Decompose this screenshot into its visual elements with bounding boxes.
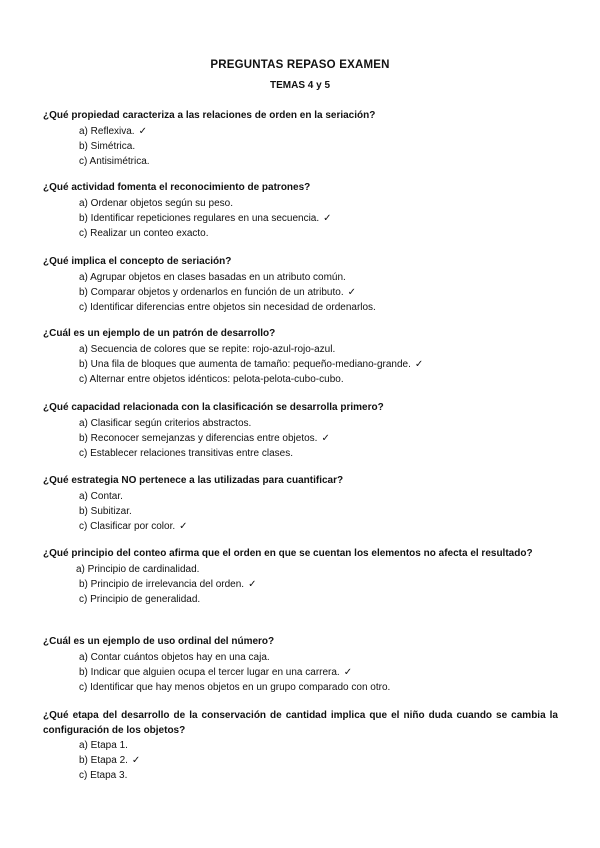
- question-7: [43, 547, 558, 607]
- check-icon: ✓: [138, 125, 147, 137]
- option-a: a) Reflexiva. ✓: [79, 125, 147, 137]
- option-a: a) Agrupar objetos en clases basadas en un atributo común.: [79, 271, 346, 283]
- option-b: b) Identificar repeticiones regulares en una secuencia. ✓: [79, 212, 332, 224]
- question-3: [43, 255, 558, 315]
- question-text: ¿Cuál es un ejemplo de un patrón de desarrollo?: [43, 328, 276, 339]
- option-b: b) Etapa 2. ✓: [79, 755, 141, 766]
- option-b: b) Subitizar.: [79, 505, 132, 517]
- option-b: b) Indicar que alguien ocupa el tercer lugar en una carrera. ✓: [79, 666, 353, 678]
- question-text: ¿Qué propiedad caracteriza a las relaciones de orden en la seriación?: [43, 110, 376, 121]
- check-icon: ✓: [248, 578, 257, 590]
- question-text: ¿Cuál es un ejemplo de uso ordinal del número?: [43, 636, 275, 647]
- question-1: [43, 109, 558, 169]
- option-b: b) Simétrica.: [79, 140, 136, 152]
- question-2: [43, 181, 558, 241]
- option-c: c) Identificar que hay menos objetos en un grupo comparado con otro.: [79, 681, 391, 693]
- question-text: ¿Qué estrategia NO pertenece a las utilizadas para cuantificar?: [43, 475, 344, 486]
- question-6: [43, 474, 558, 534]
- question-text: ¿Qué actividad fomenta el reconocimiento de patrones?: [43, 182, 311, 193]
- option-a: a) Etapa 1.: [79, 740, 128, 751]
- option-a: a) Ordenar objetos según su peso.: [79, 197, 233, 209]
- option-c: c) Principio de generalidad.: [79, 593, 201, 605]
- option-a: a) Clasificar según criterios abstractos.: [79, 417, 252, 429]
- option-b: b) Una fila de bloques que aumenta de tamaño: pequeño-mediano-grande. ✓: [79, 358, 424, 370]
- check-icon: ✓: [323, 212, 332, 224]
- check-icon: ✓: [343, 666, 353, 678]
- question-text: ¿Qué capacidad relacionada con la clasificación se desarrolla primero?: [43, 402, 384, 413]
- option-a: a) Secuencia de colores que se repite: rojo-azul-rojo-azul.: [79, 343, 336, 355]
- option-a: a) Contar.: [79, 490, 123, 502]
- page-subtitle: TEMAS 4 y 5: [269, 80, 331, 91]
- question-5: [43, 401, 558, 461]
- option-b: b) Reconocer semejanzas y diferencias entre objetos. ✓: [79, 432, 330, 444]
- check-icon: ✓: [321, 432, 330, 444]
- option-c: c) Identificar diferencias entre objetos sin necesidad de ordenarlos.: [79, 301, 376, 313]
- page-title: PREGUNTAS REPASO EXAMEN: [210, 59, 390, 71]
- question-8: [43, 635, 558, 695]
- question-text: ¿Qué implica el concepto de seriación?: [43, 256, 232, 267]
- check-icon: ✓: [131, 755, 141, 766]
- check-icon: ✓: [414, 358, 424, 370]
- option-c: c) Antisimétrica.: [79, 155, 150, 167]
- check-icon: ✓: [179, 520, 188, 532]
- option-a: a) Principio de cardinalidad.: [76, 563, 200, 575]
- question-4: [43, 327, 558, 387]
- option-b: b) Principio de irrelevancia del orden. ✓: [79, 578, 257, 590]
- question-text: ¿Qué etapa del desarrollo de la conservación de cantidad implica que el niño duda cuando se cambia la configuración de los objetos?: [43, 710, 558, 736]
- option-c: c) Clasificar por color. ✓: [79, 520, 188, 532]
- option-c: c) Alternar entre objetos idénticos: pelota-pelota-cubo-cubo.: [79, 373, 344, 385]
- option-c: c) Realizar un conteo exacto.: [79, 227, 209, 239]
- question-text: ¿Qué principio del conteo afirma que el orden en que se cuentan los elementos no afecta el resultado?: [43, 548, 533, 559]
- option-a: a) Contar cuántos objetos hay en una caja.: [79, 651, 270, 663]
- question-9: [43, 709, 558, 783]
- check-icon: ✓: [347, 286, 356, 298]
- option-c: c) Establecer relaciones transitivas entre clases.: [79, 447, 293, 459]
- option-c: c) Etapa 3.: [79, 770, 128, 781]
- option-b: b) Comparar objetos y ordenarlos en función de un atributo. ✓: [79, 286, 356, 298]
